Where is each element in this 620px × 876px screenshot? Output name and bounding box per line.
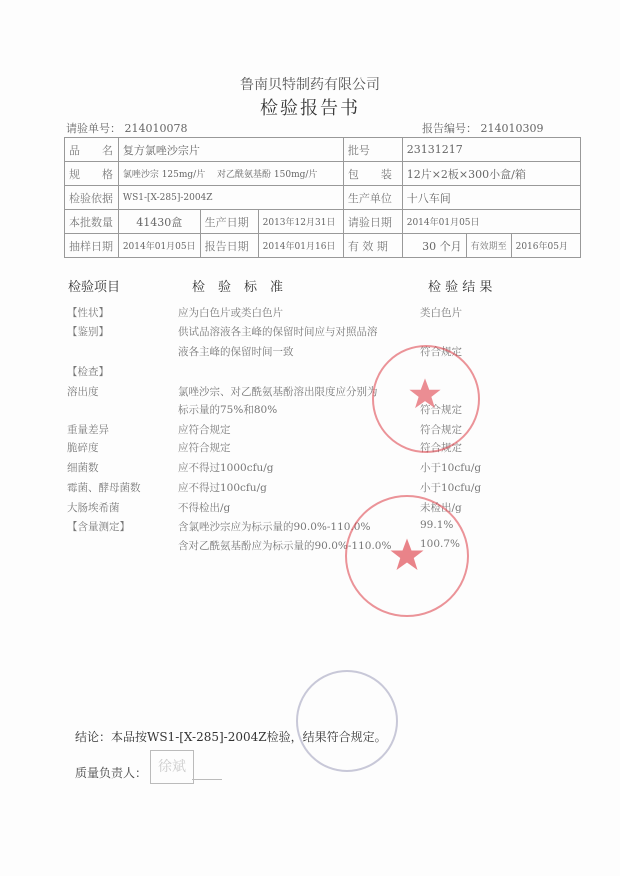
expiry: 2016年05月 xyxy=(511,234,580,258)
row-result: 类白色片 xyxy=(420,307,462,319)
spec-label: 规 格 xyxy=(65,162,119,186)
row-standard: 氯唑沙宗、对乙酰氨基酚溶出限度应分别为 xyxy=(178,386,378,398)
row-item: 霉菌、酵母菌数 xyxy=(67,482,141,494)
red-seal-stamp xyxy=(372,345,480,453)
row-item: 【鉴别】 xyxy=(67,326,109,338)
row-standard: 液各主峰的保留时间一致 xyxy=(178,346,294,358)
quantity: 41430盒 xyxy=(118,210,200,234)
package: 12片×2板×300小盒/箱 xyxy=(402,162,580,186)
product-name: 复方氯唑沙宗片 xyxy=(118,138,343,162)
row-item: 【性状】 xyxy=(67,307,109,319)
expiry-label: 有效期至 xyxy=(466,234,511,258)
header-result: 检 验 结 果 xyxy=(428,280,493,295)
row-result: 小于10cfu/g xyxy=(420,462,482,474)
row-standard: 含对乙酰氨基酚应为标示量的90.0%-110.0% xyxy=(178,540,392,552)
row-item: 溶出度 xyxy=(67,386,99,398)
unit: 十八车间 xyxy=(402,186,580,210)
row-result: 未检出/g xyxy=(420,502,462,514)
report-number xyxy=(422,120,544,136)
validity-label: 有 效 期 xyxy=(343,234,402,258)
grey-seal-stamp xyxy=(296,670,398,772)
package-label: 包 装 xyxy=(343,162,402,186)
row-result: 符合规定 xyxy=(420,346,462,358)
signature-line xyxy=(192,779,222,780)
report-no-value: 214010309 xyxy=(480,122,544,135)
conclusion: 结论：本品按WS1-[X-285]-2004Z检验，结果符合规定。 xyxy=(75,730,387,744)
batch-label: 批号 xyxy=(343,138,402,162)
row-result: 符合规定 xyxy=(420,404,462,416)
qa-label: 质量负责人： xyxy=(75,766,148,780)
row-result: 小于10cfu/g xyxy=(420,482,482,494)
header-standard: 检 验 标 准 xyxy=(192,280,284,295)
batch: 23131217 xyxy=(402,138,580,162)
row-standard: 应符合规定 xyxy=(178,442,231,454)
prod-date-label: 生产日期 xyxy=(200,210,258,234)
spec: 氯唑沙宗 125mg/片 对乙酰氨基酚 150mg/片 xyxy=(118,162,343,186)
company-name: 鲁南贝特制药有限公司 xyxy=(240,77,380,93)
prod-date: 2013年12月31日 xyxy=(258,210,343,234)
row-item: 【检查】 xyxy=(67,366,109,378)
row-result: 99.1% xyxy=(420,519,454,531)
unit-label: 生产单位 xyxy=(343,186,402,210)
row-standard: 应为白色片或类白色片 xyxy=(178,307,283,319)
row-standard: 应符合规定 xyxy=(178,424,231,436)
report-date: 2014年01月16日 xyxy=(258,234,343,258)
validity: 30 个月 xyxy=(402,234,466,258)
product-name-label: 品 名 xyxy=(65,138,119,162)
request-no-value: 214010078 xyxy=(124,122,188,135)
sample-date: 2014年01月05日 xyxy=(118,234,200,258)
row-item: 【含量测定】 xyxy=(67,521,130,533)
report-title: 检验报告书 xyxy=(260,98,360,119)
qa-signature-seal: 徐斌 xyxy=(150,750,194,784)
row-item: 重量差异 xyxy=(67,424,109,436)
row-item: 脆碎度 xyxy=(67,442,99,454)
basis-label: 检验依据 xyxy=(65,186,119,210)
basis: WS1-[X-285]-2004Z xyxy=(118,186,343,210)
report-date-label: 报告日期 xyxy=(200,234,258,258)
row-standard: 应不得过1000cfu/g xyxy=(178,462,274,474)
row-item: 细菌数 xyxy=(67,462,99,474)
request-date-label: 请验日期 xyxy=(343,210,402,234)
request-no-label: 请验单号： xyxy=(66,122,121,135)
sample-date-label: 抽样日期 xyxy=(65,234,119,258)
product-info-table xyxy=(64,137,581,258)
seal-star-icon xyxy=(408,377,442,411)
quantity-label: 本批数量 xyxy=(65,210,119,234)
request-number xyxy=(66,120,188,136)
row-standard: 应不得过100cfu/g xyxy=(178,482,267,494)
header-item: 检验项目 xyxy=(68,280,121,295)
row-standard: 标示量的75%和80% xyxy=(178,404,278,416)
request-date: 2014年01月05日 xyxy=(402,210,580,234)
row-standard: 供试品溶液各主峰的保留时间应与对照品溶 xyxy=(178,326,378,338)
row-item: 大肠埃希菌 xyxy=(67,502,120,514)
row-result: 100.7% xyxy=(420,538,461,550)
row-result: 符合规定 xyxy=(420,442,462,454)
row-standard: 不得检出/g xyxy=(178,502,231,514)
seal-star-icon xyxy=(389,537,425,573)
red-seal-stamp-2 xyxy=(345,495,469,617)
report-no-label: 报告编号： xyxy=(422,122,477,135)
row-result: 符合规定 xyxy=(420,424,462,436)
row-standard: 含氯唑沙宗应为标示量的90.0%-110.0% xyxy=(178,521,371,533)
